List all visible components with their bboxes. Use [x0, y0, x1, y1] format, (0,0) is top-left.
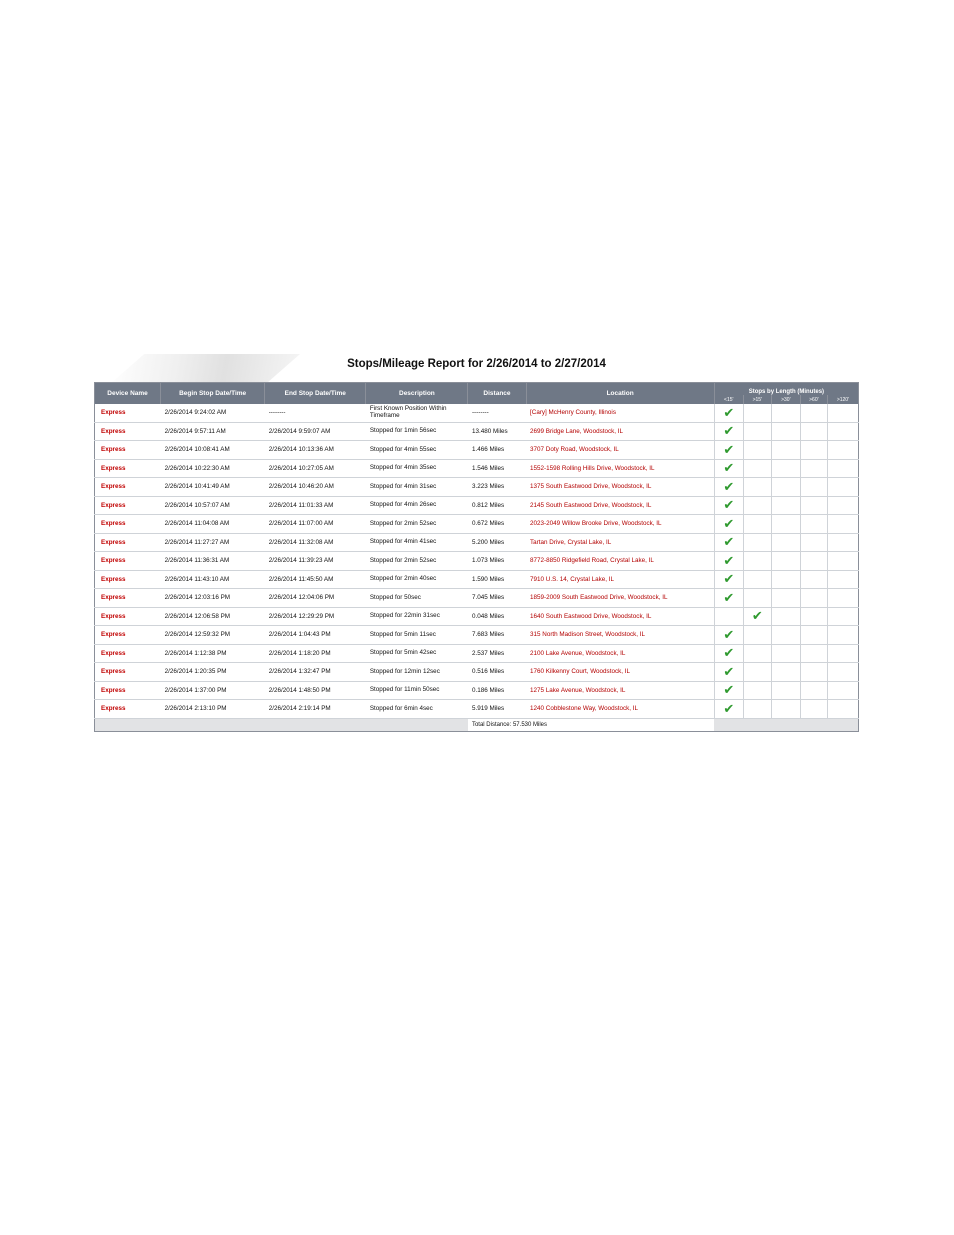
- bucket-cell: [800, 441, 827, 460]
- report-title: Stops/Mileage Report for 2/26/2014 to 2/27/2014: [347, 358, 606, 370]
- table-row[interactable]: [95, 552, 859, 571]
- bucket-cell: [743, 626, 771, 645]
- bucket-cell: [714, 607, 743, 626]
- device-cell[interactable]: Express: [95, 515, 161, 534]
- location-cell[interactable]: 315 North Madison Street, Woodstock, IL: [526, 626, 714, 645]
- distance-cell: 1.466 Miles: [468, 441, 526, 460]
- check-icon: ✔: [723, 515, 735, 531]
- bucket-cell: [800, 478, 827, 497]
- distance-cell: 7.045 Miles: [468, 589, 526, 608]
- distance-cell: 0.048 Miles: [468, 607, 526, 626]
- table-row[interactable]: [95, 570, 859, 589]
- description-cell: Stopped for 4min 35sec: [366, 459, 468, 478]
- table-row[interactable]: [95, 533, 859, 552]
- bucket-cell: [800, 496, 827, 515]
- begin-cell: 2/26/2014 1:12:38 PM: [161, 644, 265, 663]
- header-distance[interactable]: Distance: [468, 383, 526, 405]
- bucket-cell: [771, 663, 800, 682]
- bucket-cell: [771, 589, 800, 608]
- location-cell[interactable]: 1375 South Eastwood Drive, Woodstock, IL: [526, 478, 714, 497]
- bucket-cell: [771, 496, 800, 515]
- table-row[interactable]: [95, 422, 859, 441]
- table-row[interactable]: [95, 459, 859, 478]
- bucket-cell: [800, 681, 827, 700]
- distance-cell: 5.200 Miles: [468, 533, 526, 552]
- header-end-stop[interactable]: End Stop Date/Time: [265, 383, 366, 405]
- distance-cell: 3.223 Miles: [468, 478, 526, 497]
- description-cell: Stopped for 2min 52sec: [366, 515, 468, 534]
- distance-cell: 0.812 Miles: [468, 496, 526, 515]
- bucket-cell: [771, 533, 800, 552]
- begin-cell: 2/26/2014 12:03:16 PM: [161, 589, 265, 608]
- description-cell: Stopped for 2min 52sec: [366, 552, 468, 571]
- bucket-cell: [800, 515, 827, 534]
- bucket-cell: [771, 404, 800, 422]
- bucket-cell: [743, 441, 771, 460]
- table-row[interactable]: [95, 441, 859, 460]
- end-cell: 2/26/2014 11:39:23 AM: [265, 552, 366, 571]
- end-cell: 2/26/2014 10:13:36 AM: [265, 441, 366, 460]
- header-device-name[interactable]: Device Name: [95, 383, 161, 405]
- begin-cell: 2/26/2014 1:20:35 PM: [161, 663, 265, 682]
- bucket-cell: [827, 533, 858, 552]
- bucket-cell: [771, 478, 800, 497]
- end-cell: 2/26/2014 9:59:07 AM: [265, 422, 366, 441]
- location-cell[interactable]: 1552-1598 Rolling Hills Drive, Woodstock, IL: [526, 459, 714, 478]
- location-cell[interactable]: 1275 Lake Avenue, Woodstock, IL: [526, 681, 714, 700]
- location-cell[interactable]: 2100 Lake Avenue, Woodstock, IL: [526, 644, 714, 663]
- bucket-cell: [714, 515, 743, 534]
- bucket-cell: [800, 552, 827, 571]
- header-description[interactable]: Description: [366, 383, 468, 405]
- bucket-cell: [771, 441, 800, 460]
- bucket-cell: [743, 422, 771, 441]
- description-cell: Stopped for 2min 40sec: [366, 570, 468, 589]
- bucket-cell: [714, 626, 743, 645]
- table-row[interactable]: [95, 478, 859, 497]
- end-cell: 2/26/2014 11:32:08 AM: [265, 533, 366, 552]
- table-row[interactable]: [95, 700, 859, 719]
- description-cell: Stopped for 4min 31sec: [366, 478, 468, 497]
- table-row[interactable]: [95, 681, 859, 700]
- bucket-cell: [714, 681, 743, 700]
- total-spacer-right: [714, 718, 858, 731]
- bucket-cell: [827, 441, 858, 460]
- table-row[interactable]: [95, 644, 859, 663]
- bucket-cell: [714, 644, 743, 663]
- bucket-cell: [827, 515, 858, 534]
- begin-cell: 2/26/2014 1:37:00 PM: [161, 681, 265, 700]
- check-icon: ✔: [723, 663, 735, 679]
- bucket-cell: [714, 533, 743, 552]
- begin-cell: 2/26/2014 10:08:41 AM: [161, 441, 265, 460]
- location-cell[interactable]: [Cary] McHenry County, Illinois: [526, 404, 714, 422]
- end-cell: 2/26/2014 10:46:20 AM: [265, 478, 366, 497]
- check-icon: ✔: [723, 571, 735, 587]
- bucket-cell: [800, 663, 827, 682]
- distance-cell: --------: [468, 404, 526, 422]
- table-row[interactable]: [95, 496, 859, 515]
- table-row[interactable]: [95, 663, 859, 682]
- begin-cell: 2/26/2014 12:06:58 PM: [161, 607, 265, 626]
- header-bucket-lt15: <15': [714, 395, 743, 404]
- end-cell: 2/26/2014 1:18:20 PM: [265, 644, 366, 663]
- device-cell[interactable]: Express: [95, 496, 161, 515]
- begin-cell: 2/26/2014 11:27:27 AM: [161, 533, 265, 552]
- bucket-cell: [714, 404, 743, 422]
- distance-cell: 1.073 Miles: [468, 552, 526, 571]
- location-cell[interactable]: 2145 South Eastwood Drive, Woodstock, IL: [526, 496, 714, 515]
- stops-table: [94, 382, 859, 732]
- bucket-cell: [743, 589, 771, 608]
- bucket-cell: [743, 478, 771, 497]
- bucket-cell: [743, 552, 771, 571]
- header-begin-stop[interactable]: Begin Stop Date/Time: [161, 383, 265, 405]
- bucket-cell: [800, 589, 827, 608]
- begin-cell: 2/26/2014 11:36:31 AM: [161, 552, 265, 571]
- device-cell[interactable]: Express: [95, 681, 161, 700]
- bucket-cell: [771, 644, 800, 663]
- distance-cell: 13.480 Miles: [468, 422, 526, 441]
- bucket-cell: [743, 496, 771, 515]
- bucket-cell: [743, 700, 771, 719]
- distance-cell: 0.516 Miles: [468, 663, 526, 682]
- bucket-cell: [714, 700, 743, 719]
- check-icon: ✔: [751, 608, 763, 624]
- begin-cell: 2/26/2014 10:57:07 AM: [161, 496, 265, 515]
- bucket-cell: [827, 404, 858, 422]
- bucket-cell: [827, 478, 858, 497]
- check-icon: ✔: [723, 404, 735, 420]
- description-cell: Stopped for 50sec: [366, 589, 468, 608]
- check-icon: ✔: [723, 645, 735, 661]
- device-cell[interactable]: Express: [95, 478, 161, 497]
- bucket-cell: [771, 515, 800, 534]
- table-row[interactable]: [95, 515, 859, 534]
- bucket-cell: [743, 681, 771, 700]
- distance-cell: 2.537 Miles: [468, 644, 526, 663]
- device-cell[interactable]: Express: [95, 552, 161, 571]
- bucket-cell: [714, 570, 743, 589]
- bucket-cell: [771, 626, 800, 645]
- description-cell: Stopped for 1min 56sec: [366, 422, 468, 441]
- table-row[interactable]: [95, 626, 859, 645]
- bucket-cell: [827, 607, 858, 626]
- device-cell[interactable]: Express: [95, 644, 161, 663]
- location-cell[interactable]: 1640 South Eastwood Drive, Woodstock, IL: [526, 607, 714, 626]
- bucket-cell: [800, 570, 827, 589]
- end-cell: 2/26/2014 11:01:33 AM: [265, 496, 366, 515]
- description-cell: Stopped for 11min 50sec: [366, 681, 468, 700]
- location-cell[interactable]: 1859-2009 South Eastwood Drive, Woodstock, IL: [526, 589, 714, 608]
- begin-cell: 2/26/2014 2:13:10 PM: [161, 700, 265, 719]
- bucket-cell: [827, 570, 858, 589]
- bucket-cell: [827, 459, 858, 478]
- bucket-cell: [800, 459, 827, 478]
- distance-cell: 5.919 Miles: [468, 700, 526, 719]
- total-row: [95, 718, 859, 731]
- check-icon: ✔: [723, 423, 735, 439]
- bucket-cell: [800, 700, 827, 719]
- bucket-cell: [771, 570, 800, 589]
- bucket-cell: [800, 404, 827, 422]
- device-cell[interactable]: Express: [95, 570, 161, 589]
- description-cell: Stopped for 22min 31sec: [366, 607, 468, 626]
- table-row[interactable]: [95, 589, 859, 608]
- distance-cell: 1.546 Miles: [468, 459, 526, 478]
- end-cell: 2/26/2014 1:48:50 PM: [265, 681, 366, 700]
- device-cell[interactable]: Express: [95, 589, 161, 608]
- device-cell[interactable]: Express: [95, 626, 161, 645]
- bucket-cell: [714, 441, 743, 460]
- location-cell[interactable]: 8772-8850 Ridgefield Road, Crystal Lake, IL: [526, 552, 714, 571]
- bucket-cell: [771, 700, 800, 719]
- header-bucket-gt60: >60': [800, 395, 827, 404]
- description-cell: Stopped for 4min 41sec: [366, 533, 468, 552]
- bucket-cell: [714, 459, 743, 478]
- end-cell: 2/26/2014 1:04:43 PM: [265, 626, 366, 645]
- device-cell[interactable]: Express: [95, 663, 161, 682]
- begin-cell: 2/26/2014 10:22:30 AM: [161, 459, 265, 478]
- bucket-cell: [714, 663, 743, 682]
- bucket-cell: [714, 496, 743, 515]
- bucket-cell: [714, 422, 743, 441]
- bucket-cell: [743, 533, 771, 552]
- bucket-cell: [827, 496, 858, 515]
- bucket-cell: [771, 459, 800, 478]
- location-cell[interactable]: Tartan Drive, Crystal Lake, IL: [526, 533, 714, 552]
- table-row[interactable]: [95, 404, 859, 422]
- bucket-cell: [800, 644, 827, 663]
- bucket-cell: [743, 459, 771, 478]
- check-icon: ✔: [723, 552, 735, 568]
- location-cell[interactable]: 7910 U.S. 14, Crystal Lake, IL: [526, 570, 714, 589]
- begin-cell: 2/26/2014 9:24:02 AM: [161, 404, 265, 422]
- bucket-cell: [800, 533, 827, 552]
- description-cell: First Known Position Within Timeframe: [366, 404, 468, 422]
- end-cell: 2/26/2014 11:07:00 AM: [265, 515, 366, 534]
- description-cell: Stopped for 4min 55sec: [366, 441, 468, 460]
- bucket-cell: [771, 552, 800, 571]
- bucket-cell: [771, 422, 800, 441]
- device-cell[interactable]: Express: [95, 404, 161, 422]
- header-bucket-gt30: >30': [771, 395, 800, 404]
- end-cell: 2/26/2014 1:32:47 PM: [265, 663, 366, 682]
- total-distance: Total Distance: 57.530 Miles: [468, 718, 714, 731]
- check-icon: ✔: [723, 497, 735, 513]
- distance-cell: 1.590 Miles: [468, 570, 526, 589]
- check-icon: ✔: [723, 589, 735, 605]
- device-cell[interactable]: Express: [95, 459, 161, 478]
- check-icon: ✔: [723, 626, 735, 642]
- end-cell: 2/26/2014 11:45:50 AM: [265, 570, 366, 589]
- bucket-cell: [743, 515, 771, 534]
- check-icon: ✔: [723, 441, 735, 457]
- end-cell: 2/26/2014 2:19:14 PM: [265, 700, 366, 719]
- description-cell: Stopped for 12min 12sec: [366, 663, 468, 682]
- check-icon: ✔: [723, 478, 735, 494]
- bucket-cell: [771, 607, 800, 626]
- location-cell[interactable]: 3707 Doty Road, Woodstock, IL: [526, 441, 714, 460]
- distance-cell: 0.672 Miles: [468, 515, 526, 534]
- location-cell[interactable]: 2023-2049 Willow Brooke Drive, Woodstock, IL: [526, 515, 714, 534]
- bucket-cell: [714, 478, 743, 497]
- device-cell[interactable]: Express: [95, 422, 161, 441]
- header-stops-by-length: Stops by Length (Minutes): [714, 383, 858, 396]
- distance-cell: 7.683 Miles: [468, 626, 526, 645]
- check-icon: ✔: [723, 682, 735, 698]
- bucket-cell: [714, 589, 743, 608]
- description-cell: Stopped for 5min 11sec: [366, 626, 468, 645]
- begin-cell: 2/26/2014 9:57:11 AM: [161, 422, 265, 441]
- check-icon: ✔: [723, 534, 735, 550]
- check-icon: ✔: [723, 460, 735, 476]
- header-bucket-gt120: >120': [827, 395, 858, 404]
- bucket-cell: [714, 552, 743, 571]
- bucket-cell: [771, 681, 800, 700]
- bucket-cell: [800, 607, 827, 626]
- check-icon: ✔: [723, 700, 735, 716]
- end-cell: 2/26/2014 10:27:05 AM: [265, 459, 366, 478]
- bucket-cell: [827, 552, 858, 571]
- end-cell: 2/26/2014 12:04:06 PM: [265, 589, 366, 608]
- end-cell: --------: [265, 404, 366, 422]
- bucket-cell: [827, 626, 858, 645]
- bucket-cell: [827, 681, 858, 700]
- description-cell: Stopped for 5min 42sec: [366, 644, 468, 663]
- device-cell[interactable]: Express: [95, 533, 161, 552]
- begin-cell: 2/26/2014 11:43:10 AM: [161, 570, 265, 589]
- bucket-cell: [800, 422, 827, 441]
- device-cell[interactable]: Express: [95, 607, 161, 626]
- bucket-cell: [743, 570, 771, 589]
- bucket-cell: [743, 644, 771, 663]
- location-cell[interactable]: 2699 Bridge Lane, Woodstock, IL: [526, 422, 714, 441]
- location-cell[interactable]: 1760 Kilkenny Court, Woodstock, IL: [526, 663, 714, 682]
- bucket-cell: [827, 422, 858, 441]
- header-bucket-gt15: >15': [743, 395, 771, 404]
- description-cell: Stopped for 4min 26sec: [366, 496, 468, 515]
- header-location[interactable]: Location: [526, 383, 714, 405]
- bucket-cell: [827, 700, 858, 719]
- distance-cell: 0.186 Miles: [468, 681, 526, 700]
- device-cell[interactable]: Express: [95, 441, 161, 460]
- table-body: [95, 404, 859, 718]
- begin-cell: 2/26/2014 12:59:32 PM: [161, 626, 265, 645]
- bucket-cell: [743, 404, 771, 422]
- begin-cell: 2/26/2014 10:41:49 AM: [161, 478, 265, 497]
- total-spacer: [95, 718, 468, 731]
- end-cell: 2/26/2014 12:29:29 PM: [265, 607, 366, 626]
- bucket-cell: [743, 607, 771, 626]
- location-cell[interactable]: 1240 Cobblestone Way, Woodstock, IL: [526, 700, 714, 719]
- bucket-cell: [800, 626, 827, 645]
- bucket-cell: [827, 589, 858, 608]
- description-cell: Stopped for 6min 4sec: [366, 700, 468, 719]
- begin-cell: 2/26/2014 11:04:08 AM: [161, 515, 265, 534]
- bucket-cell: [827, 644, 858, 663]
- table-row[interactable]: [95, 607, 859, 626]
- device-cell[interactable]: Express: [95, 700, 161, 719]
- bucket-cell: [743, 663, 771, 682]
- bucket-cell: [827, 663, 858, 682]
